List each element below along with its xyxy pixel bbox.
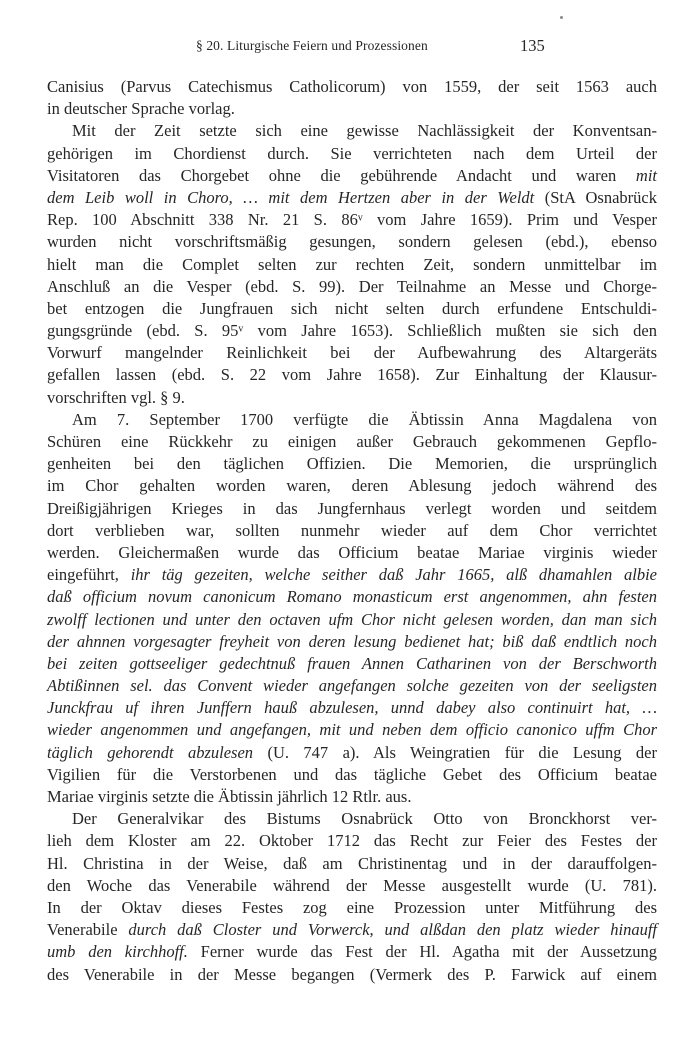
text-line <box>47 431 657 453</box>
quoted-source-text: dem Leib woll in Choro, … mit dem Hertzen aber in der Weldt <box>47 187 535 207</box>
text-run: des Venerabile in der Messe begangen (Vermerk des P. Farwick auf einem <box>47 964 657 984</box>
text-line <box>47 453 657 475</box>
text-line <box>47 742 657 764</box>
text-line <box>47 298 657 320</box>
quoted-source-text: Junckfrau uf ihren Junffern hauß abzulesen, unnd dabey also continuirt hat, … <box>47 698 657 718</box>
text-run: Hl. Christina in der Weise, daß am Christinentag und in der darauffolgen- <box>47 853 657 873</box>
text-line <box>47 254 657 276</box>
text-run: vorschriften vgl. § 9. <box>47 387 185 407</box>
text-run: wurden nicht vorschriftsmäßig gesungen, sondern gelesen (ebd.), ebenso <box>47 232 657 252</box>
page-number: 135 <box>520 36 545 55</box>
quoted-source-text: durch daß Closter und Vorwerck, und alßdan den platz wieder hinauff <box>128 920 657 940</box>
text-line <box>47 364 657 386</box>
text-line <box>47 564 657 586</box>
text-line <box>47 853 657 875</box>
body-text <box>47 76 657 986</box>
text-line <box>47 409 657 431</box>
text-line <box>47 697 657 719</box>
text-line <box>47 964 657 986</box>
text-line <box>47 209 657 231</box>
text-run: Visitatoren das Chorgebet ohne die gebührende Andacht und waren <box>47 165 636 185</box>
text-line <box>47 76 657 98</box>
text-line <box>47 342 657 364</box>
text-line <box>47 875 657 897</box>
text-run: Canisius (Parvus Catechismus Catholicorum) von 1559, der seit 1563 auch <box>47 77 657 96</box>
text-run: Mit der Zeit setzte sich eine gewisse Nachlässigkeit der Konventsan- <box>72 121 657 141</box>
text-line <box>47 764 657 786</box>
quoted-source-text: wieder angenommen und angefangen, mit und neben dem officio canonico uffm Chor <box>47 720 657 740</box>
text-run: Vorwurf mangelnder Reinlichkeit bei der Aufbewahrung des Altargeräts <box>47 343 657 363</box>
text-line <box>47 631 657 653</box>
text-run: gehörigen im Chordienst durch. Sie verrichteten nach dem Urteil der <box>47 143 657 163</box>
text-run: Am 7. September 1700 verfügte die Äbtissin Anna Magdalena von <box>72 409 657 429</box>
text-run: Schüren eine Rückkehr zu einigen außer Gebrauch gekommenen Gepflo- <box>47 432 657 451</box>
text-line <box>47 675 657 697</box>
text-line <box>47 586 657 608</box>
text-run: in deutscher Sprache vorlag. <box>47 99 235 119</box>
text-run: Der Generalvikar des Bistums Osnabrück Otto von Bronckhorst ver- <box>72 809 657 829</box>
text-run: genheiten bei den täglichen Offizien. Die Memorien, die ursprünglich <box>47 454 657 474</box>
text-line <box>47 520 657 542</box>
quoted-source-text: mit <box>635 165 657 185</box>
section-title: § 20. Liturgische Feiern und Prozessionen <box>196 38 428 53</box>
text-line <box>47 120 657 142</box>
text-line <box>47 941 657 963</box>
text-line <box>47 165 657 187</box>
text-run: hielt man die Complet selten zur rechten Zeit, sondern unmittelbar im <box>47 254 657 274</box>
text-run: dort verblieben war, sollten nunmehr wieder auf dem Chor verrichtet <box>47 520 657 540</box>
quoted-source-text: umb den kirchhoff. <box>47 942 188 962</box>
quoted-source-text: der ahnnen vorgesagter freyheit von deren lesung bedienet hat; biß daß endtlich noch <box>47 631 657 651</box>
text-line <box>47 231 657 253</box>
quoted-source-text: bei zeiten gottseeliger gedechtnuß frauen Annen Catharinen von der Berschworth <box>47 653 657 673</box>
text-run: bet entzogen die Jungfrauen sich nicht selten durch erfundene Entschuldi- <box>47 298 657 318</box>
text-line <box>47 897 657 919</box>
text-run: gungsgründe (ebd. S. 95ᵛ vom Jahre 1653). Schließlich mußten sie sich den <box>47 321 657 341</box>
text-line <box>47 719 657 741</box>
quoted-source-text: Abtißinnen sel. das Convent wieder angefangen solche gezeiten von der seeligsten <box>47 676 657 696</box>
text-line <box>47 609 657 631</box>
quoted-source-text: täglich gehorendt abzulesen <box>47 742 254 762</box>
quoted-source-text: zwolff lectionen und unter den octaven ufm Chor nicht gelesen worden, dan man sich <box>47 609 657 629</box>
text-line <box>47 143 657 165</box>
text-run: Vigilien für die Verstorbenen und das tägliche Gebet des Officium beatae <box>47 764 657 784</box>
text-line <box>47 498 657 520</box>
text-run: eingeführt, <box>47 565 131 585</box>
text-line <box>47 542 657 564</box>
text-line <box>47 919 657 941</box>
text-run: Rep. 100 Abschnitt 338 Nr. 21 S. 86ᵛ vom Jahre 1659). Prim und Vesper <box>47 210 657 230</box>
text-run: Mariae virginis setzte die Äbtissin jährlich 12 Rtlr. aus. <box>47 787 412 806</box>
text-run: Dreißigjährigen Krieges in das Jungfernhaus verlegt worden und seitdem <box>47 498 657 518</box>
quoted-source-text: daß officium novum canonicum Romano monasticum erst angenommen, ahn festen <box>47 587 657 607</box>
text-run: Ferner wurde das Fest der Hl. Agatha mit der Aussetzung <box>187 942 657 962</box>
text-run: werden. Gleichermaßen wurde das Officium beatae Mariae virginis wieder <box>47 542 657 562</box>
text-line <box>47 187 657 209</box>
running-header <box>0 38 700 58</box>
text-line <box>47 320 657 342</box>
text-run: lieh dem Kloster am 22. Oktober 1712 das Recht zur Feier des Festes der <box>47 831 657 851</box>
text-run: im Chor gehalten worden waren, deren Ablesung jedoch während des <box>47 476 657 496</box>
text-run: den Woche das Venerabile während der Messe ausgestellt wurde (U. 781). <box>47 875 657 895</box>
text-run: Anschluß an die Vesper (ebd. S. 99). Der Teilnahme an Messe und Chorge- <box>47 276 657 296</box>
text-line <box>47 387 657 409</box>
text-line <box>47 98 657 120</box>
text-line <box>47 830 657 852</box>
text-line <box>47 808 657 830</box>
text-run: (U. 747 a). Als Weingratien für die Lesung der <box>253 742 657 762</box>
text-run: In der Oktav dieses Festes zog eine Prozession unter Mitführung des <box>47 897 657 917</box>
quoted-source-text: ihr täg gezeiten, welche seither daß Jahr 1665, alß dhamahlen albie <box>130 565 657 585</box>
text-line <box>47 276 657 298</box>
text-run: (StA Osnabrück <box>534 187 657 207</box>
text-run: Venerabile <box>47 920 129 940</box>
text-line <box>47 786 657 808</box>
text-line <box>47 653 657 675</box>
margin-mark <box>560 16 563 19</box>
text-line <box>47 475 657 497</box>
text-run: gefallen lassen (ebd. S. 22 vom Jahre 1658). Zur Einhaltung der Klausur- <box>47 365 657 385</box>
